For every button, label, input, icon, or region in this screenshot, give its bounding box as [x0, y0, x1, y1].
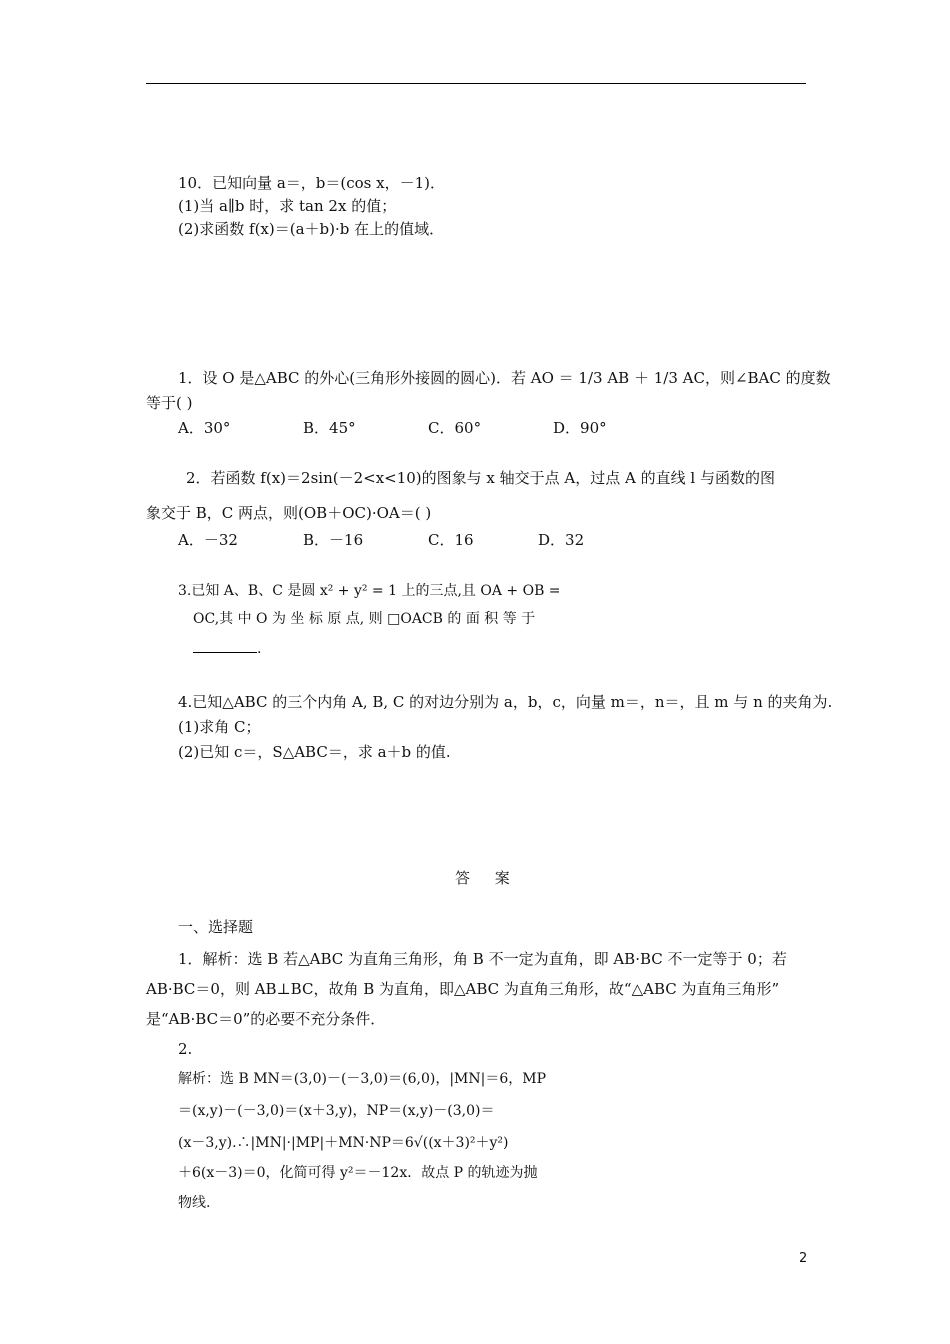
- answer1-line1: 1．解析：选 B 若△ABC 为直角三角形，角 B 不一定为直角，即 AB·BC 不一定等于 0；若: [178, 950, 787, 968]
- p3-answer-blank: [193, 638, 257, 653]
- p2-option-d: D．32: [538, 531, 585, 549]
- answer2-line3: (x－3,y).∴|MN|·|MP|＋MN·NP＝6√((x＋3)²＋y²): [178, 1135, 509, 1151]
- p1-line1: 1．设 O 是△ABC 的外心(三角形外接圆的圆心)．若 AO ＝ 1/3 AB ＋ 1/3 AC，则∠BAC 的度数: [178, 369, 831, 387]
- answer2-line5: 物线.: [178, 1195, 211, 1211]
- answer2-number: 2.: [178, 1040, 193, 1058]
- q10-stem: 10．已知向量 a＝，b＝(cos x，－1)．: [178, 174, 446, 192]
- p2-option-a: A．－32: [178, 531, 238, 549]
- p2-option-c: C．16: [428, 531, 474, 549]
- p4-part1: (1)求角 C；: [178, 718, 261, 736]
- answer2-line2: ＝(x,y)－(－3,0)＝(x＋3,y)，NP＝(x,y)－(3,0)＝: [178, 1103, 495, 1119]
- p3-line3-end: .: [257, 641, 262, 657]
- p4-part2: (2)已知 c＝，S△ABC＝，求 a＋b 的值.: [178, 743, 451, 761]
- p4-line1: 4.已知△ABC 的三个内角 A, B, C 的对边分别为 a，b，c，向量 m＝，n＝，且 m 与 n 的夹角为.: [178, 693, 833, 711]
- p2-line2: 象交于 B，C 两点，则(OB＋OC)·OA＝( ): [146, 504, 432, 522]
- answer-heading: 答 案: [455, 869, 520, 887]
- p3-line1: 3.已知 A、B、C 是圆 x² + y² = 1 上的三点,且 OA + OB =: [178, 583, 561, 599]
- p1-option-b: B．45°: [303, 419, 356, 437]
- q10-part2: (2)求函数 f(x)＝(a＋b)·b 在上的值域．: [178, 220, 445, 238]
- p2-line1: 2．若函数 f(x)＝2sin(－2<x<10)的图象与 x 轴交于点 A，过点 A 的直线 l 与函数的图: [186, 469, 775, 487]
- p3-line3: [193, 638, 261, 660]
- answer2-line1: 解析：选 B MN＝(3,0)－(－3,0)＝(6,0)，|MN|＝6，MP: [178, 1071, 547, 1087]
- answer2-line4: ＋6(x－3)＝0，化简可得 y²＝－12x．故点 P 的轨迹为抛: [178, 1165, 538, 1181]
- q10-part1: (1)当 a∥b 时，求 tan 2x 的值；: [178, 197, 397, 215]
- page-number: 2: [799, 1251, 808, 1266]
- p3-line2: OC,其 中 O 为 坐 标 原 点, 则 □OACB 的 面 积 等 于: [193, 611, 536, 627]
- answer1-line3: 是“AB·BC＝0”的必要不充分条件．: [146, 1010, 386, 1028]
- p1-option-d: D．90°: [553, 419, 607, 437]
- p1-option-c: C．60°: [428, 419, 482, 437]
- answer1-line2: AB·BC＝0，则 AB⊥BC，故角 B 为直角，即△ABC 为直角三角形，故“△ABC 为直角三角形”: [146, 980, 780, 998]
- answer-section-title: 一、选择题: [178, 918, 254, 936]
- header-rule: [146, 83, 806, 84]
- p2-option-b: B．－16: [303, 531, 364, 549]
- p1-line2: 等于( ): [146, 394, 193, 412]
- p1-option-a: A．30°: [178, 419, 231, 437]
